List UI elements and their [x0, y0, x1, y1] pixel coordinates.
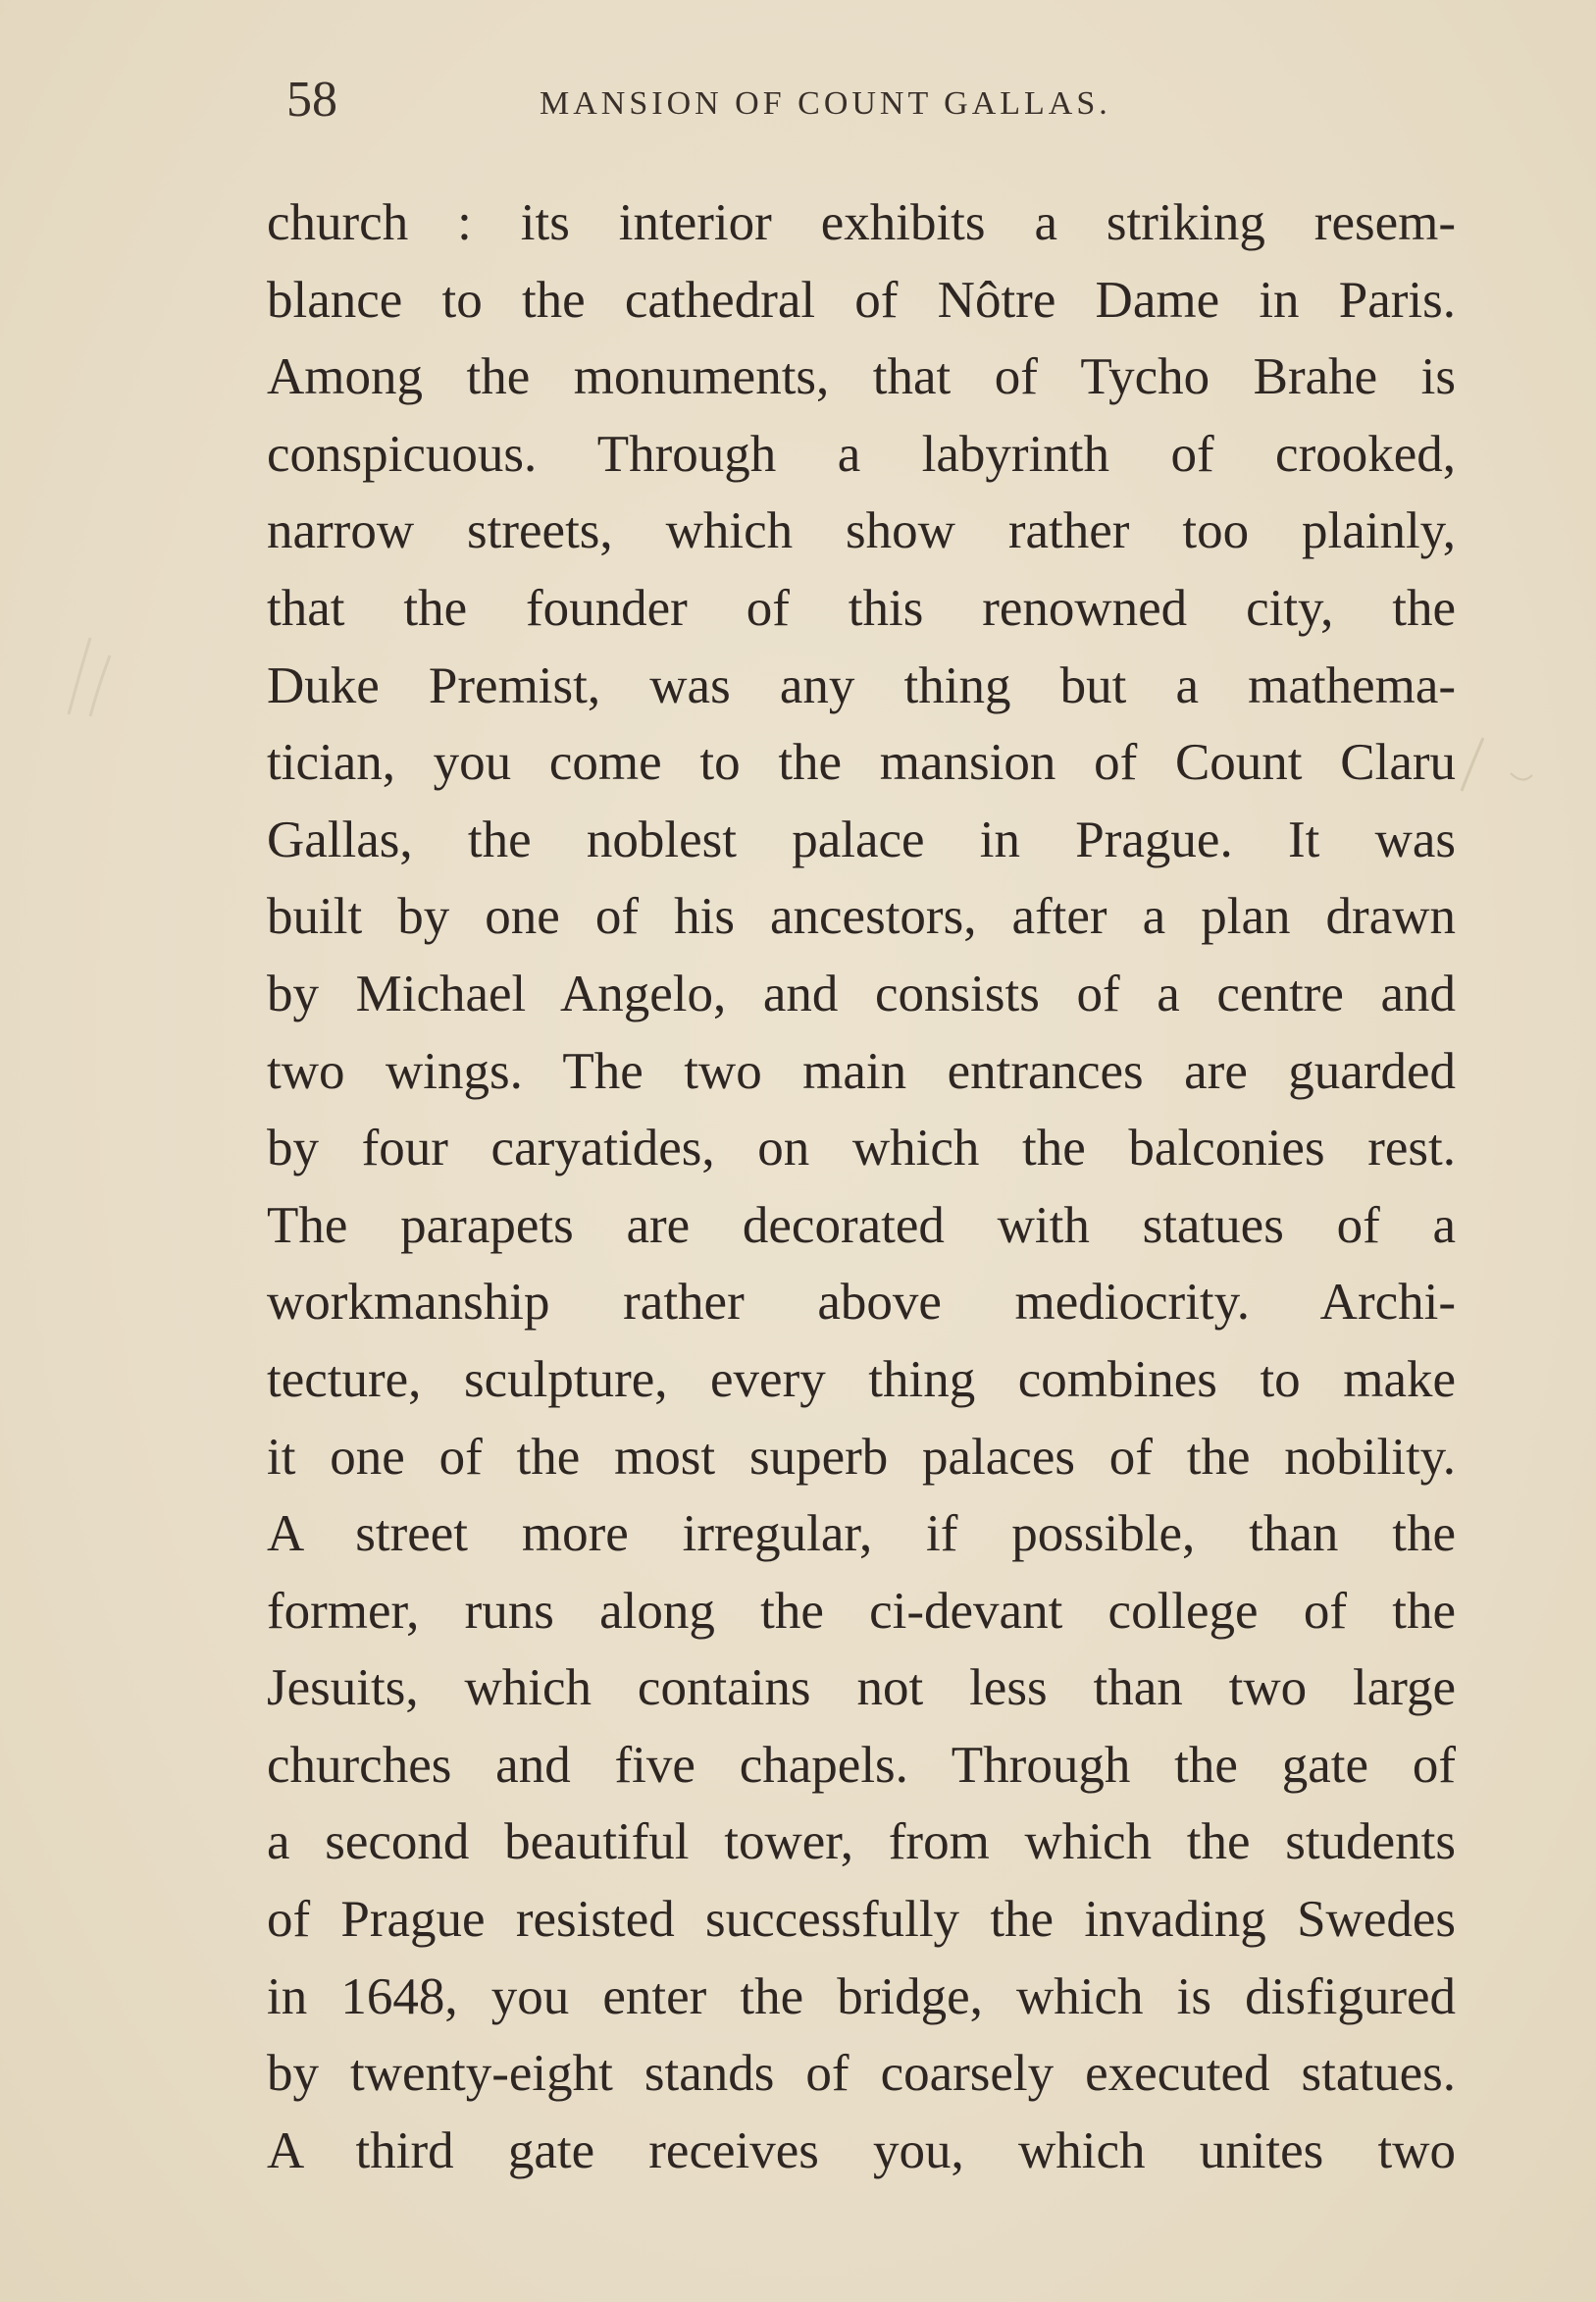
text-line: A street more irregular, if possible, than the — [267, 1505, 1456, 1563]
text-line: former, runs along the ci-devant college of the — [267, 1582, 1456, 1640]
text-line: blance to the cathedral of Nôtre Dame in Paris. — [267, 271, 1456, 329]
text-line: in 1648, you enter the bridge, which is disfigured — [267, 1967, 1456, 2025]
text-line: The parapets are decorated with statues of a — [267, 1196, 1456, 1254]
text-line: by four caryatides, on which the balconies rest. — [267, 1120, 1456, 1177]
text-line: by Michael Angelo, and consists of a centre and — [267, 965, 1456, 1022]
running-head: MANSION OF COUNT GALLAS. — [540, 85, 1111, 122]
text-line: narrow streets, which show rather too plainly, — [267, 502, 1456, 560]
text-line: conspicuous. Through a labyrinth of crooked, — [267, 425, 1456, 483]
pencil-mark-right-2 — [1511, 773, 1532, 780]
text-line: workmanship rather above mediocrity. Archi- — [267, 1274, 1456, 1332]
body-text — [267, 184, 1456, 2189]
text-line: church : its interior exhibits a striking resem- — [267, 194, 1456, 251]
text-line: Gallas, the noblest palace in Prague. It was — [267, 811, 1456, 868]
text-line: Among the monuments, that of Tycho Brahe is — [267, 348, 1456, 406]
text-line: of Prague resisted successfully the invading Swedes — [267, 1891, 1456, 1949]
text-line: two wings. The two main entrances are guarded — [267, 1042, 1456, 1100]
page-number: 58 — [286, 72, 337, 128]
text-line: Duke Premist, was any thing but a mathema- — [267, 656, 1456, 714]
pencil-mark-right — [1462, 738, 1483, 791]
text-line: by twenty-eight stands of coarsely executed statues. — [267, 2045, 1456, 2103]
text-line: A third gate receives you, which unites two — [267, 2121, 1456, 2179]
text-line: that the founder of this renowned city, the — [267, 579, 1456, 637]
page-header — [286, 71, 1228, 130]
text-line: it one of the most superb palaces of the nobility. — [267, 1428, 1456, 1486]
text-line: churches and five chapels. Through the gate of — [267, 1736, 1456, 1794]
text-line: tician, you come to the mansion of Count Claru — [267, 734, 1456, 792]
pencil-mark-left-2 — [90, 655, 110, 716]
pencil-mark-left — [69, 638, 90, 714]
text-line: a second beautiful tower, from which the students — [267, 1813, 1456, 1871]
text-line: Jesuits, which contains not less than two large — [267, 1659, 1456, 1717]
text-line: tecture, sculpture, every thing combines to make — [267, 1350, 1456, 1408]
text-line: built by one of his ancestors, after a plan drawn — [267, 888, 1456, 946]
